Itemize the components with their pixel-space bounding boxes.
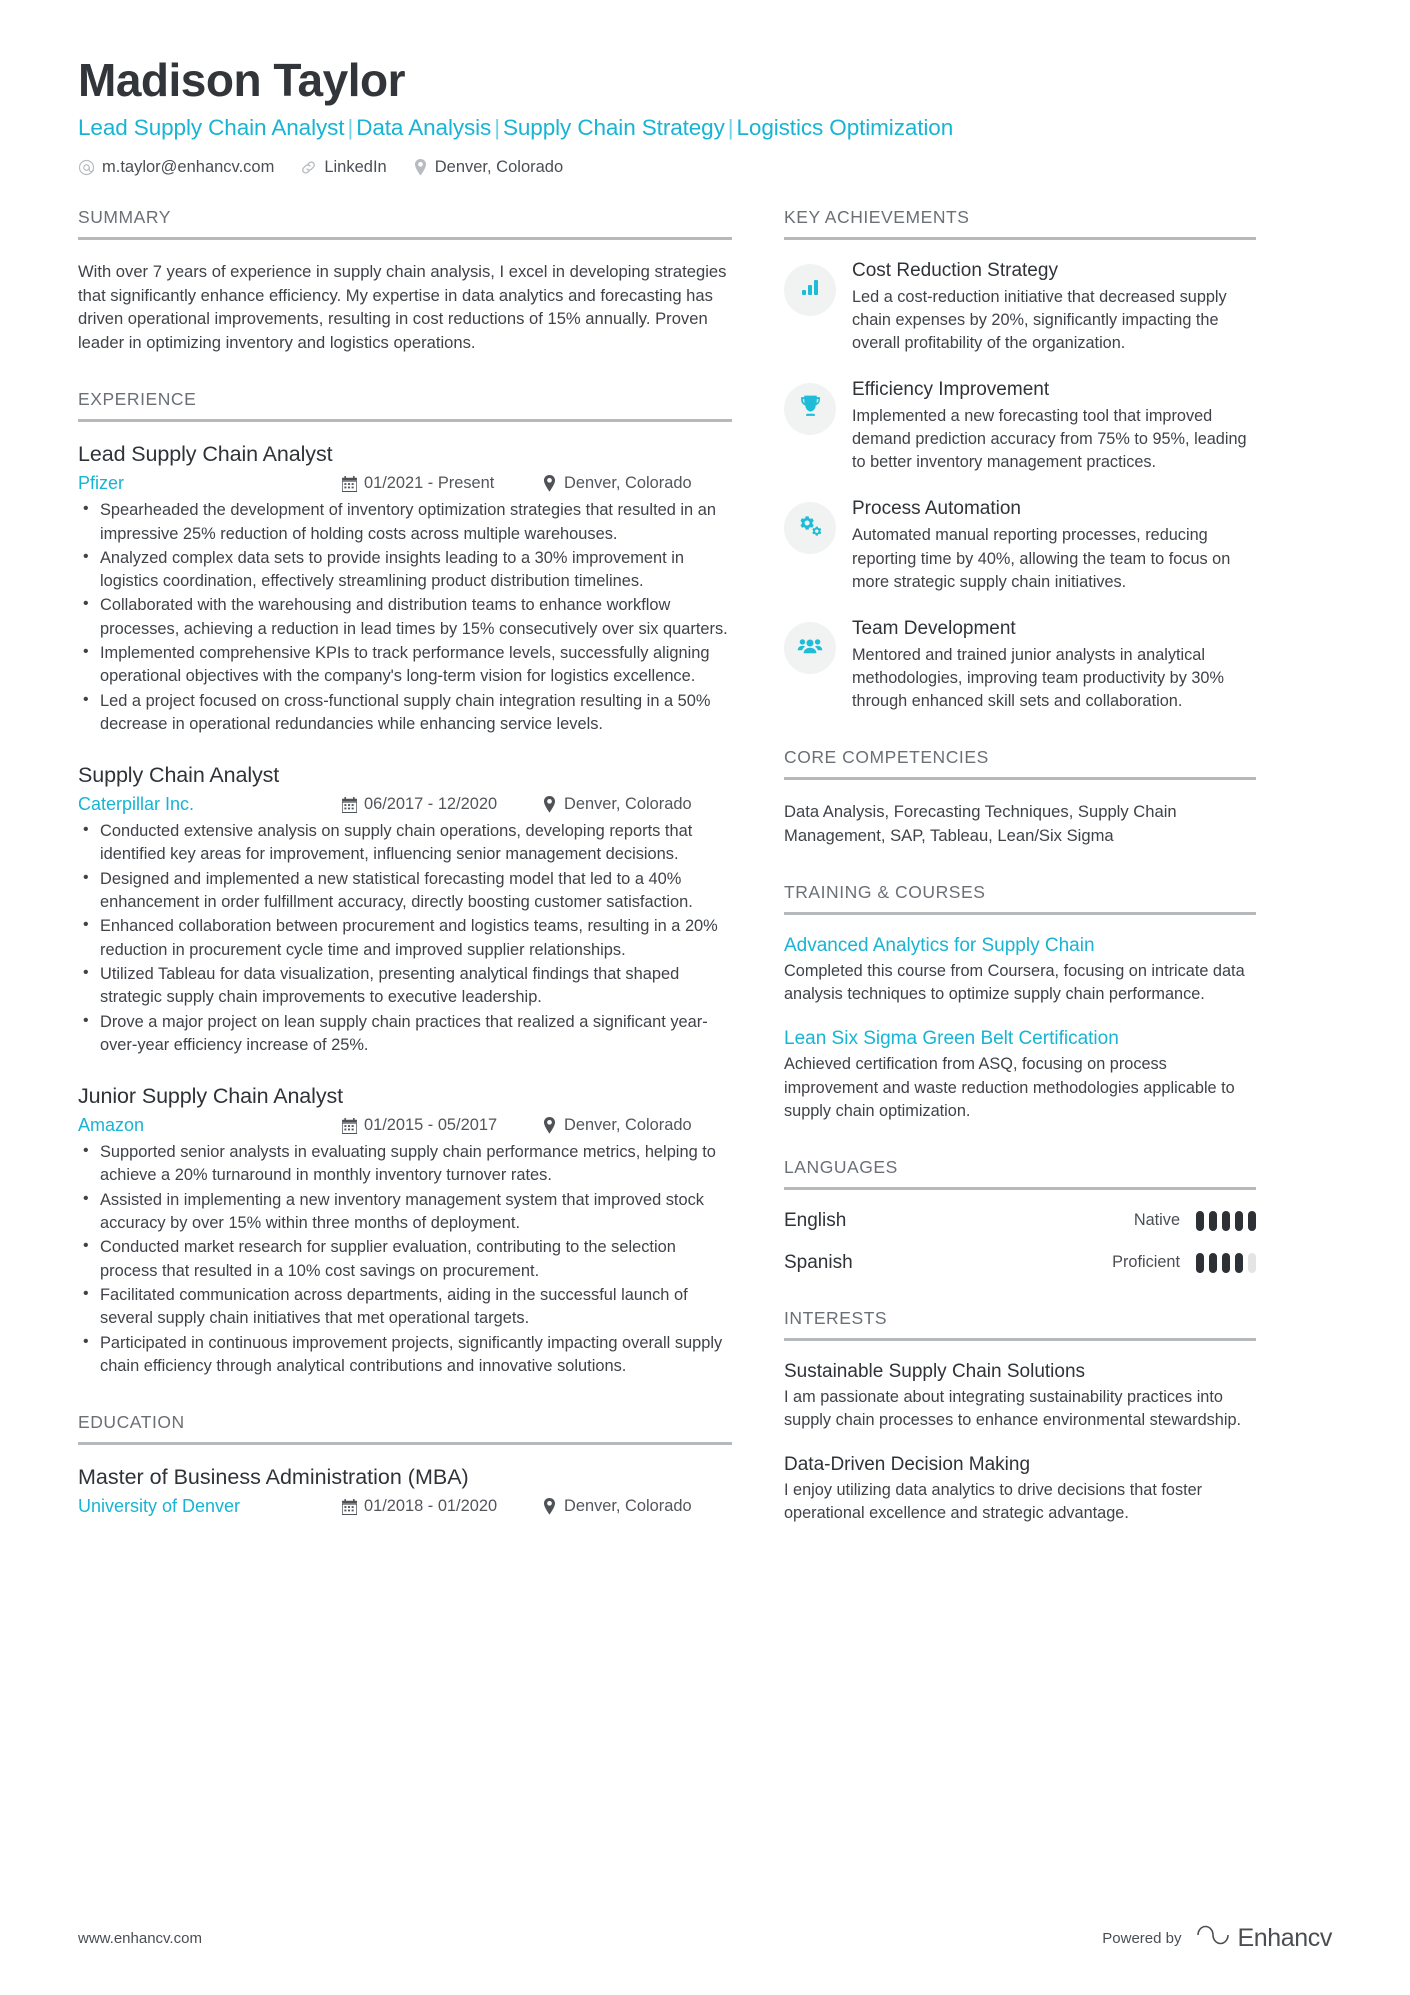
education-heading: EDUCATION: [78, 1412, 732, 1445]
enhancv-wordmark: Enhancv: [1237, 1924, 1332, 1952]
achievement-title: Efficiency Improvement: [852, 379, 1050, 401]
achievement-title: Cost Reduction Strategy: [852, 259, 1058, 281]
powered-by-label: Powered by: [1102, 1930, 1182, 1947]
training-item: [784, 935, 1256, 1006]
location-pin-icon: [542, 796, 557, 813]
languages-section: [784, 1157, 1256, 1274]
education-list: [78, 1465, 732, 1517]
achievement-body: [852, 498, 1256, 593]
interest-title: Data-Driven Decision Making: [784, 1454, 1031, 1476]
headline-part: Logistics Optimization: [736, 114, 954, 140]
job-bullet: • Conducted market research for supplier evaluation, contributing to the selection process that resulted in a 10% cost savings on procurement.: [78, 1236, 732, 1283]
training-text: Achieved certification from ASQ, focusing on process improvement and waste reduction methodologies applicable to supply chain optimization.: [784, 1055, 1235, 1120]
job-dates: [342, 1116, 542, 1135]
job-bullet: • Assisted in implementing a new inventory management system that improved stock accuracy by over 15% within three months of deployment.: [78, 1189, 732, 1236]
enhancv-logo-icon: [1196, 1924, 1230, 1953]
job-bullet: • Facilitated communication across departments, aiding in the successful launch of several supply chain initiatives that met operational targets.: [78, 1284, 732, 1331]
contact-location-pin[interactable]: [413, 158, 563, 177]
achievement-icon-badge: [784, 383, 836, 435]
contact-link[interactable]: [300, 158, 386, 177]
job-meta: [78, 473, 732, 494]
training-text: Completed this course from Coursera, focusing on intricate data analysis techniques to optimize supply chain performance.: [784, 962, 1245, 1004]
achievement-icon-badge: [784, 264, 836, 316]
job-location-text: Denver, Colorado: [564, 795, 692, 814]
job-company[interactable]: Pfizer: [78, 473, 125, 494]
candidate-name: Madison Taylor: [78, 54, 405, 106]
education-school[interactable]: University of Denver: [78, 1496, 241, 1517]
headline-part: Data Analysis: [356, 114, 492, 140]
education-degree: Master of Business Administration (MBA): [78, 1465, 469, 1490]
job-dates: [342, 795, 542, 814]
achievement-text: Implemented a new forecasting tool that improved demand prediction accuracy from 75% to 95%, leading to better inventory management practices.: [852, 407, 1247, 472]
education-section: [78, 1412, 732, 1517]
job-bullet: • Conducted extensive analysis on supply chain operations, developing reports that identified key areas for improvement, influencing senior management decisions.: [78, 820, 732, 867]
experience-entry: [78, 763, 732, 1057]
job-bullet: • Implemented comprehensive KPIs to track performance levels, successfully aligning operational objectives with the company's long-term vision for logistics excellence.: [78, 642, 732, 689]
job-bullet: • Designed and implemented a new statistical forecasting model that led to a 40% enhancement in order fulfillment accuracy, directly boosting customer satisfaction.: [78, 868, 732, 915]
language-level-dot: [1196, 1253, 1204, 1273]
interest-item: [784, 1454, 1256, 1525]
job-location: [542, 795, 732, 814]
language-level-dot: [1222, 1211, 1230, 1231]
job-dates: [342, 474, 542, 493]
job-bullets: [78, 820, 732, 1057]
achievement-item: [784, 260, 1256, 355]
summary-section: [78, 207, 732, 356]
achievement-body: [852, 618, 1256, 713]
language-name: Spanish: [784, 1251, 853, 1273]
job-bullet: • Collaborated with the warehousing and distribution teams to enhance workflow processes, achieving a reduction in lead times by 15% consecutively over six quarters.: [78, 594, 732, 641]
experience-list: [78, 442, 732, 1378]
core-competencies-heading: CORE COMPETENCIES: [784, 747, 1256, 780]
location-pin-icon: [413, 159, 428, 176]
trophy-icon: [798, 394, 823, 424]
languages-list: [784, 1210, 1256, 1274]
job-role: Supply Chain Analyst: [78, 763, 280, 788]
job-dates-text: 06/2017 - 12/2020: [364, 795, 498, 814]
achievements-list: [784, 260, 1256, 714]
summary-text: With over 7 years of experience in supply chain analysis, I excel in developing strategies that significantly enhance efficiency. My expertise in data analytics and forecasting has driven operational improvements, resulting in cost reductions of 15% annually. Proven leader in optimizing inventory and logistics operations.: [78, 261, 727, 353]
interests-section: [784, 1308, 1256, 1526]
core-competencies-section: [784, 747, 1256, 848]
job-bullet: • Led a project focused on cross-functional supply chain integration resulting in a 50% decrease in operational redundancies while enhancing service levels.: [78, 690, 732, 737]
key-achievements-section: [784, 207, 1256, 714]
job-company[interactable]: Amazon: [78, 1115, 145, 1136]
location-pin-icon: [542, 475, 557, 492]
language-level-dot: [1209, 1211, 1217, 1231]
language-level-label: Native: [1133, 1211, 1180, 1230]
interest-text: I am passionate about integrating sustainability practices into supply chain processes to enhance environmental stewardship.: [784, 1387, 1242, 1429]
contact-bar: [78, 158, 1332, 177]
experience-entry: [78, 442, 732, 736]
bar-chart-icon: [798, 275, 822, 304]
at-icon: [78, 159, 95, 176]
contact-text: LinkedIn: [324, 157, 387, 176]
language-row: [784, 1252, 1256, 1274]
candidate-headline: [78, 114, 1332, 142]
job-bullets: [78, 1141, 732, 1378]
core-competencies-text: Data Analysis, Forecasting Techniques, Supply Chain Management, SAP, Tableau, Lean/Six Sigma: [784, 802, 1177, 846]
education-entry: [78, 1465, 732, 1517]
achievement-item: [784, 379, 1256, 474]
link-icon: [300, 159, 317, 176]
language-row: [784, 1210, 1256, 1232]
resume-footer: [78, 1924, 1332, 1953]
achievement-body: [852, 260, 1256, 355]
training-item: [784, 1028, 1256, 1122]
location-pin-icon: [542, 1117, 557, 1134]
experience-heading: EXPERIENCE: [78, 389, 732, 422]
language-level-dot: [1196, 1211, 1204, 1231]
achievement-icon-badge: [784, 622, 836, 674]
contact-text: Denver, Colorado: [434, 157, 564, 176]
interest-title: Sustainable Supply Chain Solutions: [784, 1360, 1086, 1382]
right-column: [784, 207, 1256, 1560]
contact-at[interactable]: [78, 158, 274, 177]
contact-text: m.taylor@enhancv.com: [102, 157, 275, 176]
headline-separator: |: [347, 114, 354, 140]
language-level-dot: [1235, 1211, 1243, 1231]
gears-icon: [798, 513, 823, 543]
education-location-text: Denver, Colorado: [564, 1497, 692, 1516]
job-bullet: • Utilized Tableau for data visualization, presenting analytical findings that shaped strategic supply chain improvements to executive leadership.: [78, 963, 732, 1010]
achievement-title: Team Development: [852, 617, 1016, 639]
job-location-text: Denver, Colorado: [564, 474, 692, 493]
job-location: [542, 1116, 732, 1135]
education-location: [542, 1497, 732, 1516]
achievement-text: Automated manual reporting processes, reducing reporting time by 40%, allowing the team to focus on more strategic supply chain initiatives.: [852, 526, 1231, 591]
job-bullet: • Drove a major project on lean supply chain practices that realized a significant year-over-year efficiency increase of 25%.: [78, 1011, 732, 1058]
experience-section: [78, 389, 732, 1378]
achievement-text: Led a cost-reduction initiative that decreased supply chain expenses by 20%, significantly impacting the overall profitability of the organization.: [852, 287, 1227, 352]
training-list: [784, 935, 1256, 1123]
job-bullets: [78, 499, 732, 736]
headline-separator: |: [727, 114, 734, 140]
headline-part: Lead Supply Chain Analyst: [78, 114, 345, 140]
job-location: [542, 474, 732, 493]
interest-item: [784, 1361, 1256, 1432]
enhancv-brand: [1196, 1924, 1333, 1953]
job-bullet: • Participated in continuous improvement projects, significantly impacting overall supply chain efficiency through analytical contributions and innovative solutions.: [78, 1332, 732, 1379]
resume-header: [78, 55, 1332, 177]
calendar-icon: [342, 1118, 357, 1134]
job-location-text: Denver, Colorado: [564, 1116, 692, 1135]
language-level-dot: [1235, 1253, 1243, 1273]
language-level-dot: [1222, 1253, 1230, 1273]
education-dates-text: 01/2018 - 01/2020: [364, 1497, 498, 1516]
job-company[interactable]: Caterpillar Inc.: [78, 794, 195, 815]
powered-by-block: [1102, 1924, 1332, 1953]
summary-heading: SUMMARY: [78, 207, 732, 240]
job-role: Junior Supply Chain Analyst: [78, 1084, 344, 1109]
job-dates-text: 01/2015 - 05/2017: [364, 1116, 498, 1135]
people-group-icon: [797, 632, 823, 663]
training-section: [784, 882, 1256, 1123]
training-title[interactable]: Advanced Analytics for Supply Chain: [784, 935, 1095, 957]
headline-part: Supply Chain Strategy: [502, 114, 725, 140]
language-level-dot: [1248, 1253, 1256, 1273]
achievement-text: Mentored and trained junior analysts in analytical methodologies, improving team productivity by 30% through enhanced skill sets and collaboration.: [852, 645, 1224, 711]
language-level-label: Proficient: [1112, 1253, 1180, 1272]
training-heading: TRAINING & COURSES: [784, 882, 1256, 915]
job-meta: [78, 1115, 732, 1136]
left-column: [78, 207, 784, 1551]
achievement-item: [784, 618, 1256, 713]
job-bullet: • Enhanced collaboration between procurement and logistics teams, resulting in a 20% reduction in procurement cycle time and improved supplier relationships.: [78, 915, 732, 962]
job-bullet: • Spearheaded the development of inventory optimization strategies that resulted in an impressive 25% reduction of holding costs across multiple warehouses.: [78, 499, 732, 546]
language-level-meter: [1196, 1211, 1256, 1231]
footer-website[interactable]: www.enhancv.com: [78, 1930, 202, 1947]
headline-separator: |: [494, 114, 500, 140]
job-role: Lead Supply Chain Analyst: [78, 442, 333, 467]
job-meta: [78, 794, 732, 815]
education-meta: [78, 1496, 732, 1517]
job-dates-text: 01/2021 - Present: [364, 474, 495, 493]
language-name: English: [784, 1209, 847, 1231]
achievement-title: Process Automation: [852, 498, 1021, 520]
achievement-body: [852, 379, 1256, 474]
achievement-item: [784, 498, 1256, 593]
experience-entry: [78, 1084, 732, 1378]
training-title[interactable]: Lean Six Sigma Green Belt Certification: [784, 1028, 1119, 1050]
calendar-icon: [342, 1499, 357, 1515]
calendar-icon: [342, 476, 357, 492]
key-achievements-heading: KEY ACHIEVEMENTS: [784, 207, 1256, 240]
language-level-meter: [1196, 1253, 1256, 1273]
language-level-dot: [1248, 1211, 1256, 1231]
interests-list: [784, 1361, 1256, 1526]
interest-text: I enjoy utilizing data analytics to drive decisions that foster operational excellence and strategic advantage.: [784, 1481, 1203, 1523]
interests-heading: INTERESTS: [784, 1308, 1256, 1341]
language-level-dot: [1209, 1253, 1217, 1273]
languages-heading: LANGUAGES: [784, 1157, 1256, 1190]
job-bullet: • Supported senior analysts in evaluating supply chain performance metrics, helping to achieve a 20% turnaround in monthly inventory turnover rates.: [78, 1141, 732, 1188]
calendar-icon: [342, 797, 357, 813]
education-dates: [342, 1497, 542, 1516]
achievement-icon-badge: [784, 502, 836, 554]
location-pin-icon: [542, 1498, 557, 1515]
job-bullet: • Analyzed complex data sets to provide insights leading to a 30% improvement in logistics coordination, effectively streamlining product distribution timelines.: [78, 547, 732, 594]
resume-body: [78, 207, 1332, 1560]
